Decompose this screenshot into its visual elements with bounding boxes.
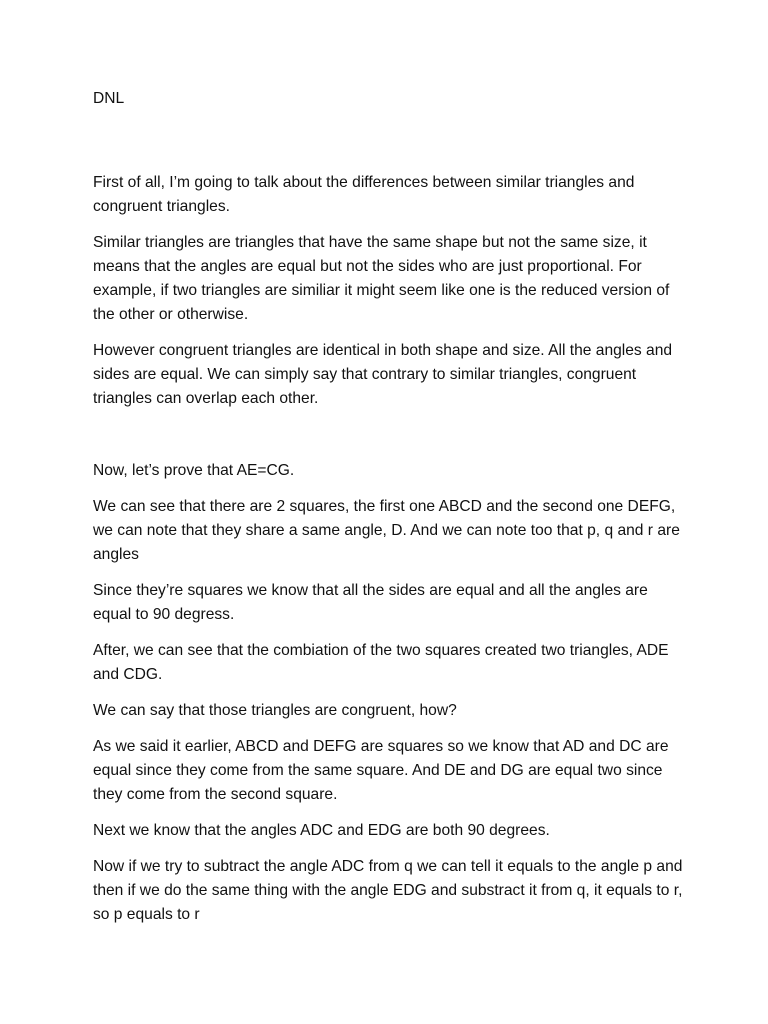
paragraph: First of all, I’m going to talk about the differences between similar triangles and congruent triangles. <box>93 174 635 215</box>
paragraph: Similar triangles are triangles that have the same shape but not the same size, it means that the angles are equal but not the sides who are just proportional. For example, if two triangles are similiar it might seem like one is the reduced version of the other or otherwise. <box>93 234 670 323</box>
paragraph: However congruent triangles are identical in both shape and size. All the angles and sides are equal. We can simply say that contrary to similar triangles, congruent triangles can overlap each other. <box>93 342 673 407</box>
document-title: DNL <box>93 90 125 107</box>
paragraph: Now, let’s prove that AE=CG. <box>93 462 295 479</box>
blank-line <box>93 123 683 171</box>
blank-line <box>93 423 683 459</box>
paragraph: After, we can see that the combiation of the two squares created two triangles, ADE and CDG. <box>93 642 669 683</box>
paragraph: Next we know that the angles ADC and EDG are both 90 degrees. <box>93 822 550 839</box>
document-body <box>93 87 683 939</box>
paragraph: We can say that those triangles are congruent, how? <box>93 702 457 719</box>
paragraph: We can see that there are 2 squares, the first one ABCD and the second one DEFG, we can note that they share a same angle, D. And we can note too that p, q and r are angles <box>93 498 680 563</box>
paragraph: Since they’re squares we know that all the sides are equal and all the angles are equal to 90 degress. <box>93 582 648 623</box>
paragraph: As we said it earlier, ABCD and DEFG are squares so we know that AD and DC are equal since they come from the same square. And DE and DG are equal two since they come from the second square. <box>93 738 669 803</box>
paragraph: Now if we try to subtract the angle ADC from q we can tell it equals to the angle p and then if we do the same thing with the angle EDG and substract it from q, it equals to r, so p equals to r <box>93 858 683 923</box>
